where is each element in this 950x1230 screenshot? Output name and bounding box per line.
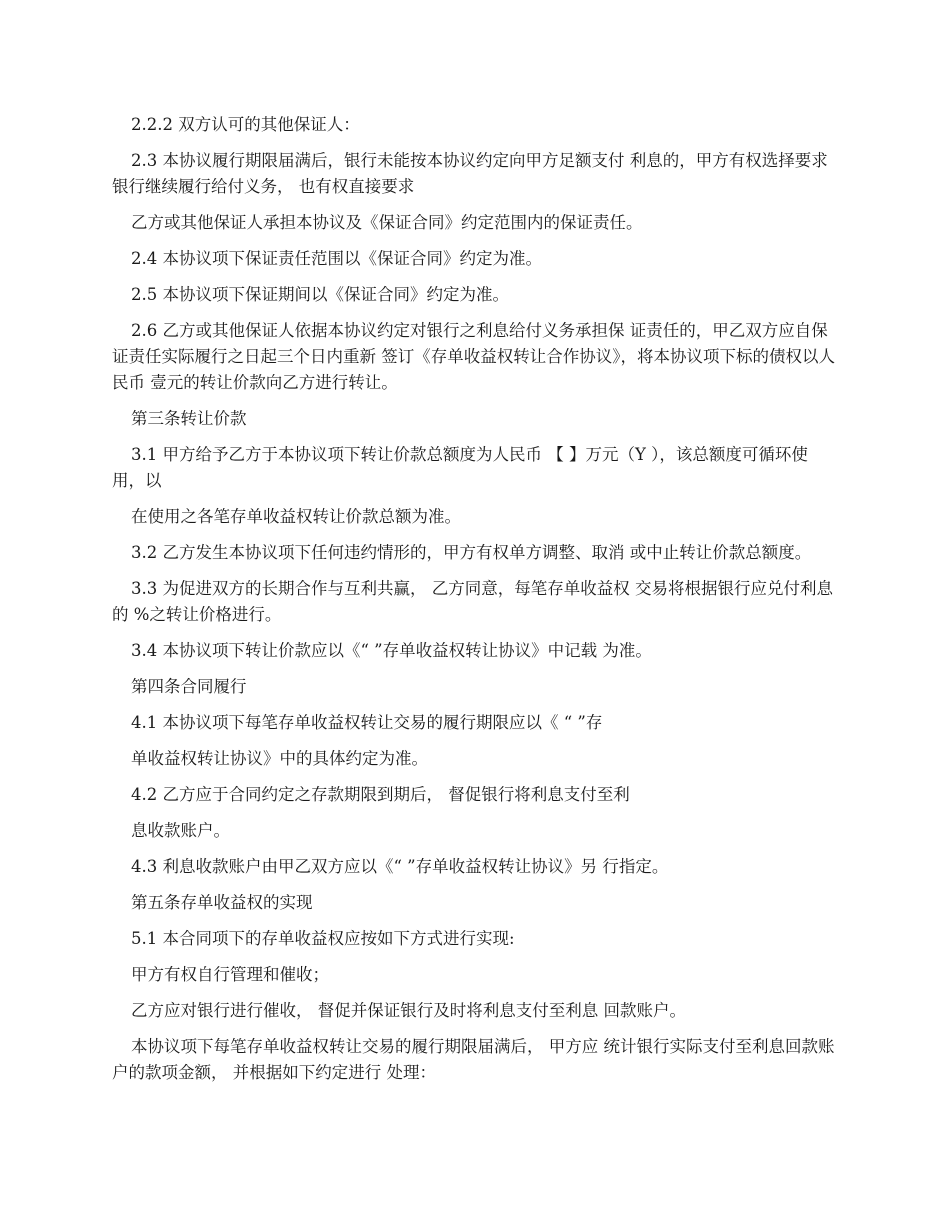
paragraph-3-4: 3.4 本协议项下转让价款应以《“ ”存单收益权转让协议》中记载 为准。 (131, 641, 652, 660)
paragraph-5-closing: 本协议项下每笔存单收益权转让交易的履行期限届满后， 甲方应 统计银行实际支付至利息回款账户的款项金额， 并根据如下约定进行 处理： (112, 1037, 835, 1082)
paragraph-2-3: 2.3 本协议履行期限届满后，银行未能按本协议约定向甲方足额支付 利息的，甲方有权选择要求银行继续履行给付义务， 也有权直接要求 (112, 151, 828, 196)
paragraph-2-3-continued: 乙方或其他保证人承担本协议及《保证合同》约定范围内的保证责任。 (131, 213, 643, 232)
paragraph-4-1-continued: 单收益权转让协议》中的具体约定为准。 (131, 749, 428, 768)
paragraph-3-2: 3.2 乙方发生本协议项下任何违约情形的，甲方有权单方调整、取消 或中止转让价款总额度。 (131, 543, 812, 562)
paragraph-5-1-item-1: 甲方有权自行管理和催收； (131, 965, 329, 984)
paragraph-4-2-continued: 息收款账户。 (131, 821, 230, 840)
section-heading-article-5: 第五条存单收益权的实现 (131, 893, 313, 912)
paragraph-2-5: 2.5 本协议项下保证期间以《保证合同》约定为准。 (131, 285, 509, 304)
paragraph-3-1-continued: 在使用之各笔存单收益权转让价款总额为准。 (131, 507, 461, 526)
paragraph-4-2: 4.2 乙方应于合同约定之存款期限到期后， 督促银行将利息支付至利 (131, 785, 630, 804)
paragraph-4-1: 4.1 本协议项下每笔存单收益权转让交易的履行期限应以《 “ ”存 (131, 713, 603, 732)
paragraph-2-6: 2.6 乙方或其他保证人依据本协议约定对银行之利息给付义务承担保 证责任的，甲乙双方应自保证责任实际履行之日起三个日内重新 签订《存单收益权转让合作协议》，将本协议项下标的债权以人民币 壹元的转让价款向乙方进行转让。 (112, 321, 835, 392)
paragraph-3-1: 3.1 甲方给予乙方于本协议项下转让价款总额度为人民币 【 】万元（Y ），该总额度可循环使用，以 (112, 445, 808, 490)
section-heading-article-4: 第四条合同履行 (131, 677, 247, 696)
paragraph-3-3: 3.3 为促进双方的长期合作与互利共赢， 乙方同意，每笔存单收益权 交易将根据银行应兑付利息的 %之转让价格进行。 (112, 579, 833, 624)
paragraph-2-2-2: 2.2.2 双方认可的其他保证人： (131, 115, 360, 134)
paragraph-5-1: 5.1 本合同项下的存单收益权应按如下方式进行实现: (131, 929, 515, 948)
paragraph-4-3: 4.3 利息收款账户由甲乙双方应以《“ ”存单收益权转让协议》另 行指定。 (131, 857, 669, 876)
paragraph-2-4: 2.4 本协议项下保证责任范围以《保证合同》约定为准。 (131, 249, 542, 268)
paragraph-5-1-item-2: 乙方应对银行进行催收， 督促并保证银行及时将利息支付至利息 回款账户。 (131, 1001, 686, 1020)
section-heading-article-3: 第三条转让价款 (131, 409, 247, 428)
